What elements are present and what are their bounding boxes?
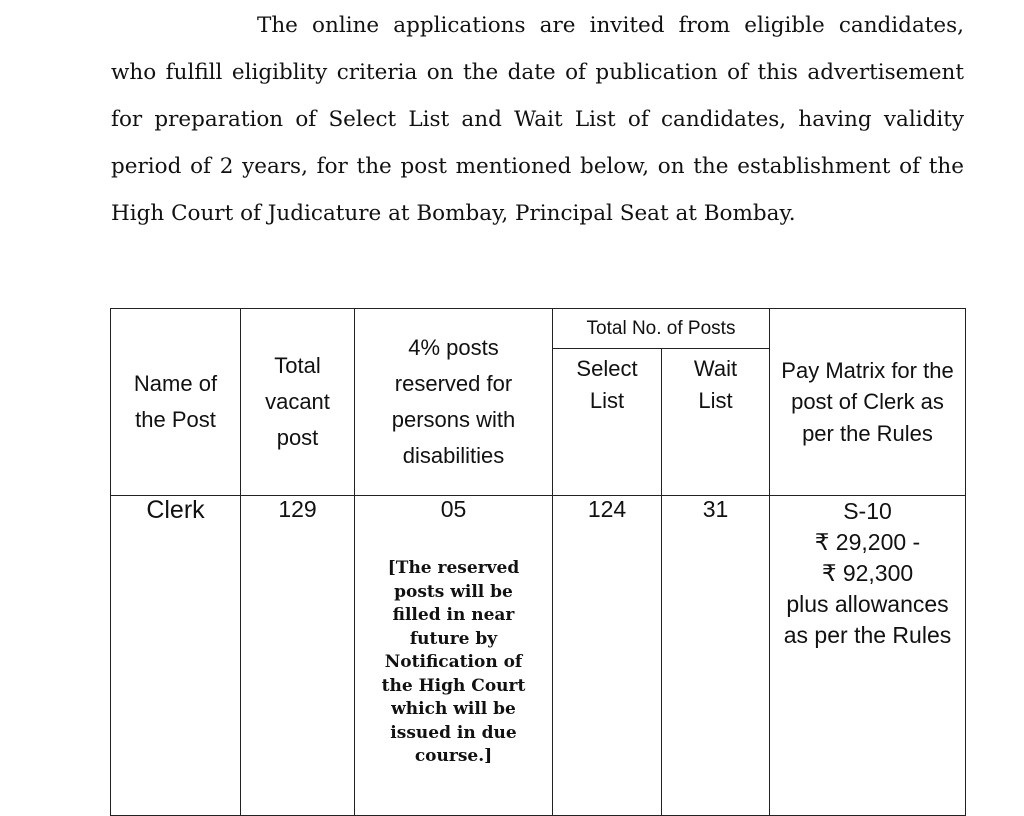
table-row — [111, 496, 966, 816]
pay-level: S-10 — [843, 498, 892, 524]
intro-paragraph: The online applications are invited from eligible candidates, who fulfill eligiblity criteria on the date of publication of this advertisement for preparation of Select List and Wait List of candidates, having validity period of 2 years, for the post mentioned below, on the establishment of the High Court of Judicature at Bombay, Principal Seat at Bombay. — [111, 13, 964, 226]
pay-note: plus allowances as per the Rules — [783, 591, 952, 648]
cell-select-list: 124 — [553, 496, 662, 816]
reserved-count: 05 — [440, 496, 467, 522]
cell-wait-list: 31 — [662, 496, 770, 816]
cell-total-vacant: 129 — [241, 496, 355, 816]
header-select-list: Select List — [553, 349, 662, 496]
cell-reserved — [355, 496, 553, 816]
header-pay-matrix: Pay Matrix for the post of Clerk as per the Rules — [770, 309, 966, 496]
header-total-vacant: Total vacant post — [241, 309, 355, 496]
header-name-of-post: Name of the Post — [111, 309, 241, 496]
pay-range-low: ₹ 29,200 - — [814, 529, 921, 555]
pay-range-high: ₹ 92,300 — [821, 560, 914, 586]
vacancy-table — [110, 308, 966, 816]
cell-pay-matrix — [770, 496, 966, 816]
header-wait-list: Wait List — [662, 349, 770, 496]
reserved-note: [The reserved posts will be filled in near future by Notification of the High Court which will be issued in due course.] — [381, 558, 526, 766]
cell-post-name: Clerk — [111, 496, 241, 816]
header-total-posts-group: Total No. of Posts — [553, 309, 770, 349]
header-reserved: 4% posts reserved for persons with disabilities — [355, 309, 553, 496]
